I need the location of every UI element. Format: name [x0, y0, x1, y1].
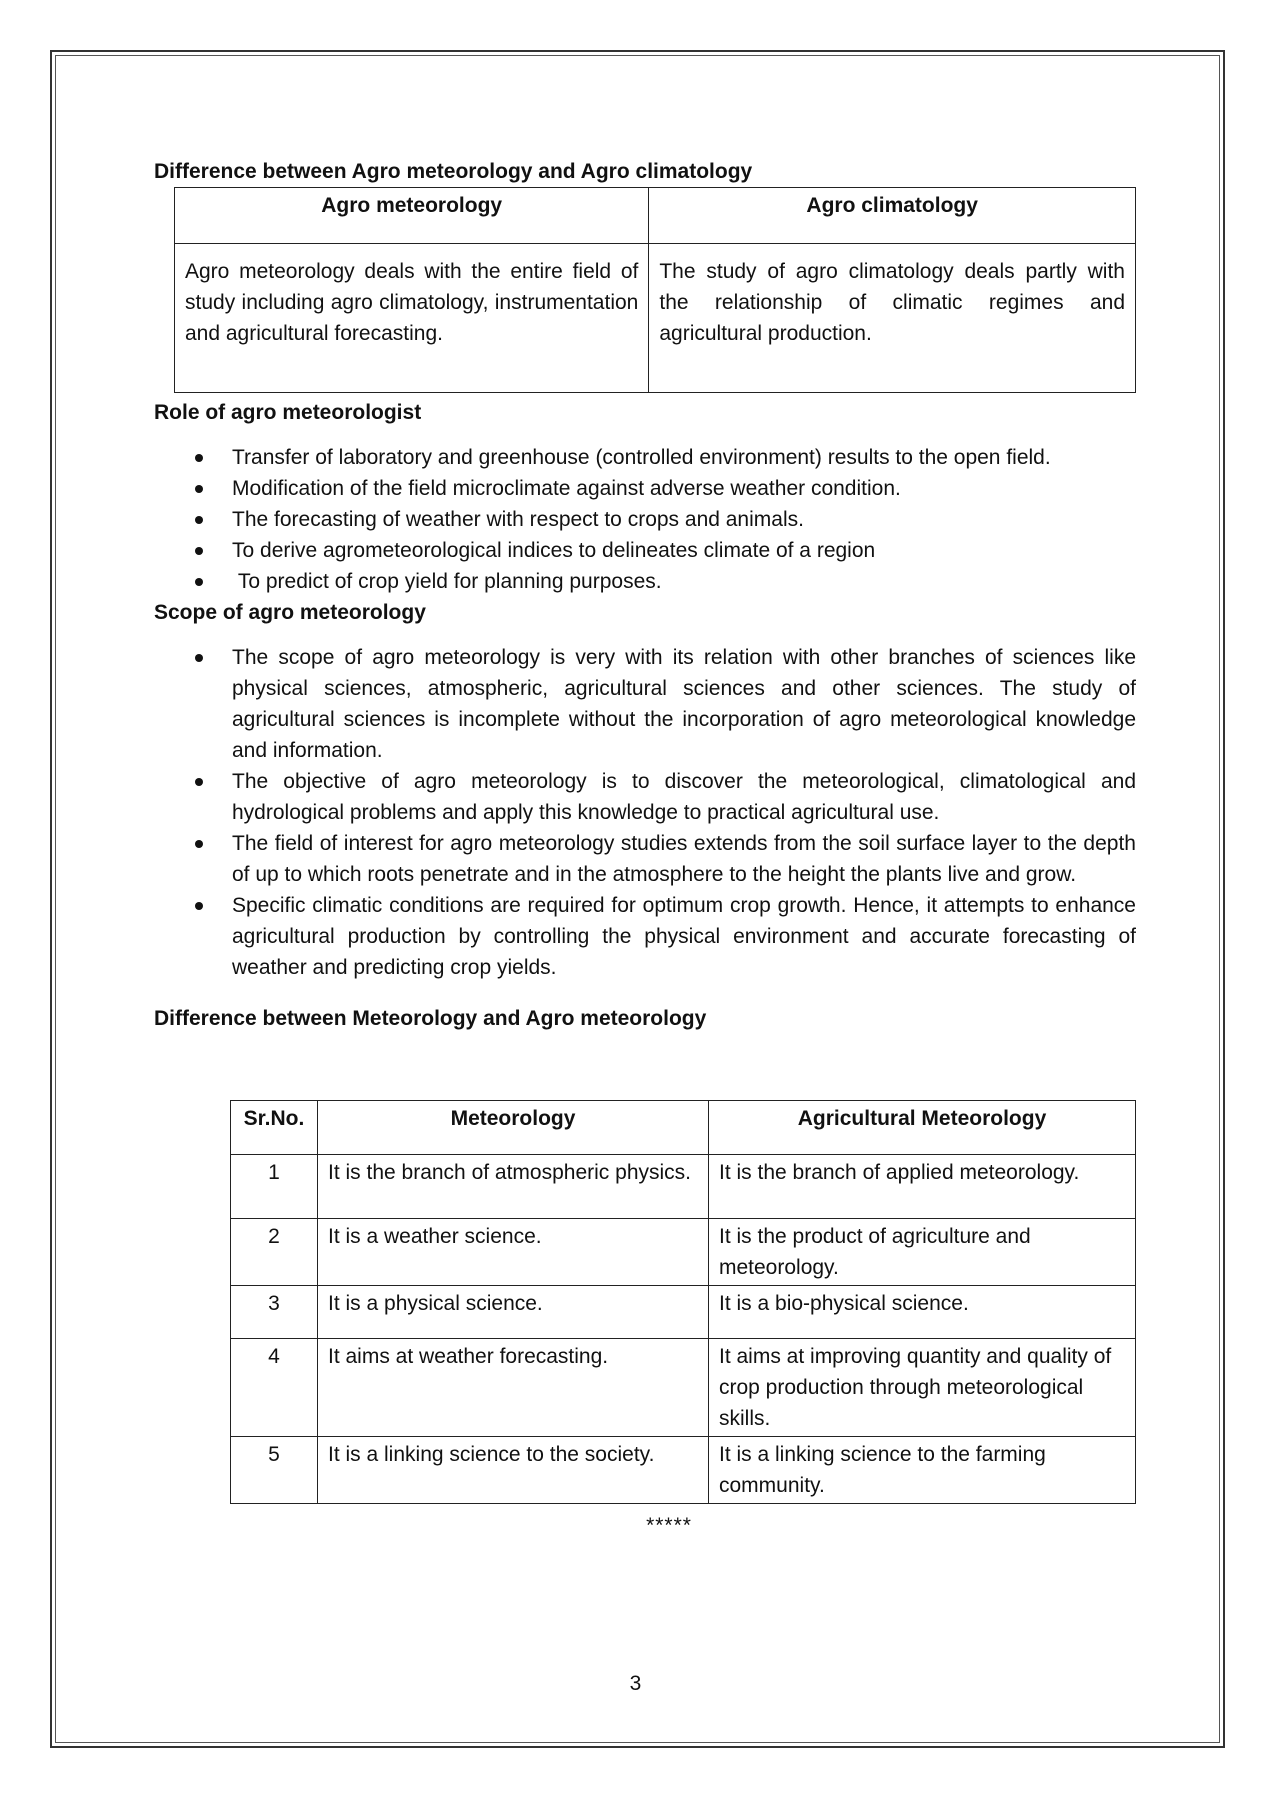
table-header-cell: Agro climatology — [649, 188, 1136, 244]
table-cell: It is a linking science to the farming community. — [709, 1437, 1136, 1504]
table-cell: It is the branch of applied meteorology. — [709, 1155, 1136, 1219]
table-cell: The study of agro climatology deals partly with the relationship of climatic regimes and agricultural production. — [649, 244, 1136, 393]
table-header-row — [175, 188, 1136, 244]
section-heading-role: Role of agro meteorologist — [154, 401, 422, 424]
table-header-cell: Sr.No. — [231, 1101, 318, 1155]
table-cell-srno: 1 — [231, 1155, 318, 1219]
list-item: The objective of agro meteorology is to discover the meteorological, climatological and hydrological problems and apply this knowledge to practical agricultural use. — [232, 766, 1136, 828]
list-item: Transfer of laboratory and greenhouse (controlled environment) results to the open field. — [232, 442, 1136, 473]
list-item: Specific climatic conditions are required for optimum crop growth. Hence, it attempts to enhance agricultural production by controlling the physical environment and accurate forecasting of weather and predicting crop yields. — [232, 890, 1136, 983]
table-row — [231, 1155, 1136, 1219]
table-row — [231, 1219, 1136, 1286]
list-item: To derive agrometeorological indices to delineates climate of a region — [232, 535, 1136, 566]
table-cell: Agro meteorology deals with the entire field of study including agro climatology, instrumentation and agricultural forecasting. — [175, 244, 649, 393]
section-heading-scope: Scope of agro meteorology — [154, 601, 426, 624]
table-cell-srno: 5 — [231, 1437, 318, 1504]
table-cell: It is a linking science to the society. — [318, 1437, 709, 1504]
table-row — [175, 244, 1136, 393]
table-row — [231, 1339, 1136, 1437]
table-header-cell: Meteorology — [318, 1101, 709, 1155]
table-cell: It is the branch of atmospheric physics. — [318, 1155, 709, 1219]
list-item: The forecasting of weather with respect to crops and animals. — [232, 504, 1136, 535]
table-row — [231, 1286, 1136, 1339]
list-item: Modification of the field microclimate against adverse weather condition. — [232, 473, 1136, 504]
list-item: The scope of agro meteorology is very with its relation with other branches of sciences like physical sciences, atmospheric, agricultural sciences and other sciences. The study of agricultural sciences is incomplete without the incorporation of agro meteorological knowledge and information. — [232, 642, 1136, 766]
section-heading-met-vs-agromet: Difference between Meteorology and Agro meteorology — [154, 1007, 707, 1030]
comparison-table-meteorology — [230, 1100, 1136, 1504]
list-item: The field of interest for agro meteorology studies extends from the soil surface layer to the depth of up to which roots penetrate and in the atmosphere to the height the plants live and grow. — [232, 828, 1136, 890]
table-header-cell: Agro meteorology — [175, 188, 649, 244]
comparison-table-agro — [174, 187, 1136, 393]
table-cell: It aims at improving quantity and quality of crop production through meteorological skills. — [709, 1339, 1136, 1437]
table-header-row — [231, 1101, 1136, 1155]
table-cell: It aims at weather forecasting. — [318, 1339, 709, 1437]
table-cell-srno: 3 — [231, 1286, 318, 1339]
table-cell-srno: 2 — [231, 1219, 318, 1286]
end-mark: ***** — [646, 1514, 692, 1537]
page-number: 3 — [629, 1672, 642, 1695]
scope-list — [154, 642, 1136, 983]
table-row — [231, 1437, 1136, 1504]
table-cell: It is a physical science. — [318, 1286, 709, 1339]
table-cell: It is a weather science. — [318, 1219, 709, 1286]
table-cell: It is the product of agriculture and meteorology. — [709, 1219, 1136, 1286]
table-cell: It is a bio-physical science. — [709, 1286, 1136, 1339]
table-header-cell: Agricultural Meteorology — [709, 1101, 1136, 1155]
list-item: To predict of crop yield for planning purposes. — [232, 566, 1136, 597]
page-content — [154, 156, 1136, 1541]
table-cell-srno: 4 — [231, 1339, 318, 1437]
section-heading-agro-met-vs-climatology: Difference between Agro meteorology and Agro climatology — [154, 160, 753, 183]
role-list — [154, 442, 1136, 597]
